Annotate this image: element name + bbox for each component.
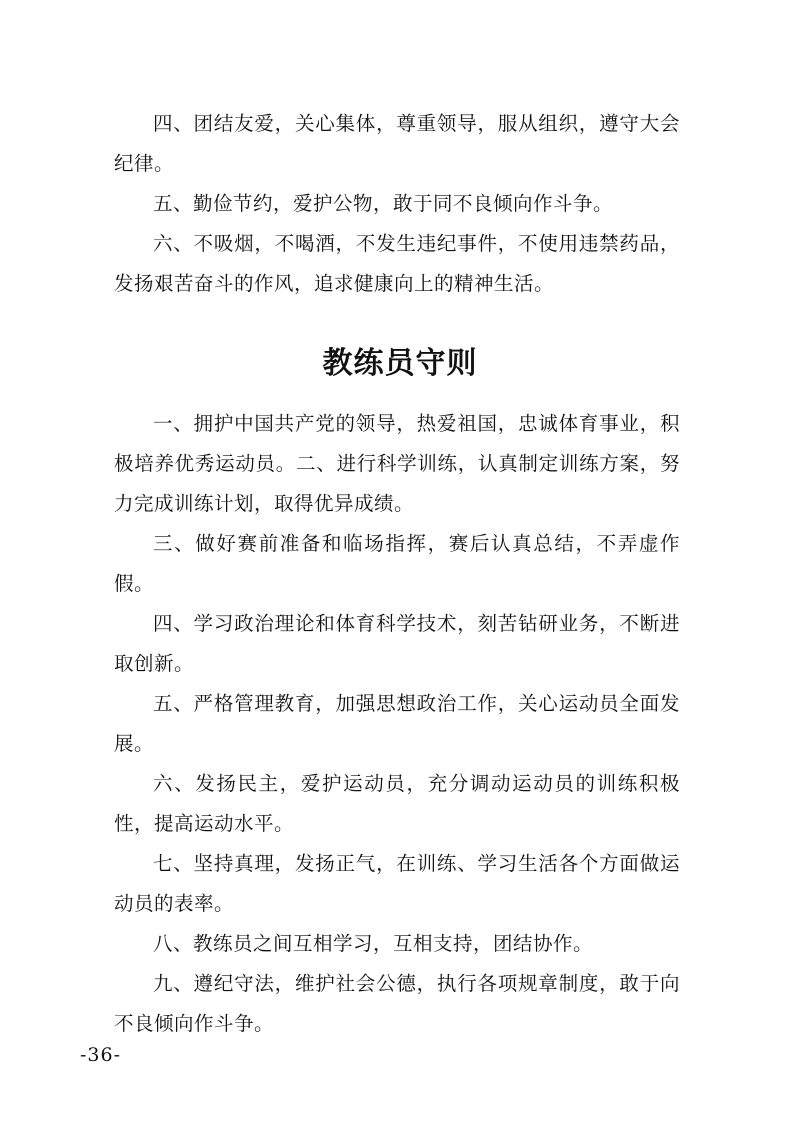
rule-paragraph-5: 五、勤俭节约，爱护公物，敢于同不良倾向作斗争。 [153,192,614,215]
athlete-rules-continuation [114,104,680,304]
coach-rule-paragraph-1-2: 一、拥护中国共产党的领导，热爱祖国，忠诚体育事业，积极培养优秀运动员。二、进行科学训练，认真制定训练方案，努力完成训练计划，取得优异成绩。 [114,412,680,515]
coach-rule-paragraph-8: 八、教练员之间互相学习，互相支持，团结协作。 [153,932,594,955]
rule-paragraph-4: 四、团结友爱，关心集体，尊重领导，服从组织，遵守大会纪律。 [114,112,680,175]
coach-rule-paragraph-4: 四、学习政治理论和体育科学技术，刻苦钻研业务，不断进取创新。 [114,612,680,675]
section-title: 教练员守则 [322,346,478,381]
coach-rule-paragraph-7: 七、坚持真理，发扬正气，在训练、学习生活各个方面做运动员的表率。 [114,852,680,915]
coach-rule-paragraph-6: 六、发扬民主，爱护运动员，充分调动运动员的训练积极性，提高运动水平。 [114,772,680,835]
coach-rule-paragraph-3: 三、做好赛前准备和临场指挥，赛后认真总结，不弄虚作假。 [114,532,680,595]
page-number: -36- [80,1044,122,1066]
coach-rule-paragraph-9: 九、遵纪守法，维护社会公德，执行各项规章制度，敢于向不良倾向作斗争。 [114,972,680,1035]
coach-rule-paragraph-5: 五、严格管理教育，加强思想政治工作，关心运动员全面发展。 [114,692,680,755]
coach-rules-body [114,404,680,1044]
rule-paragraph-6: 六、不吸烟，不喝酒，不发生违纪事件，不使用违禁药品，发扬艰苦奋斗的作风，追求健康向上的精神生活。 [114,232,680,295]
